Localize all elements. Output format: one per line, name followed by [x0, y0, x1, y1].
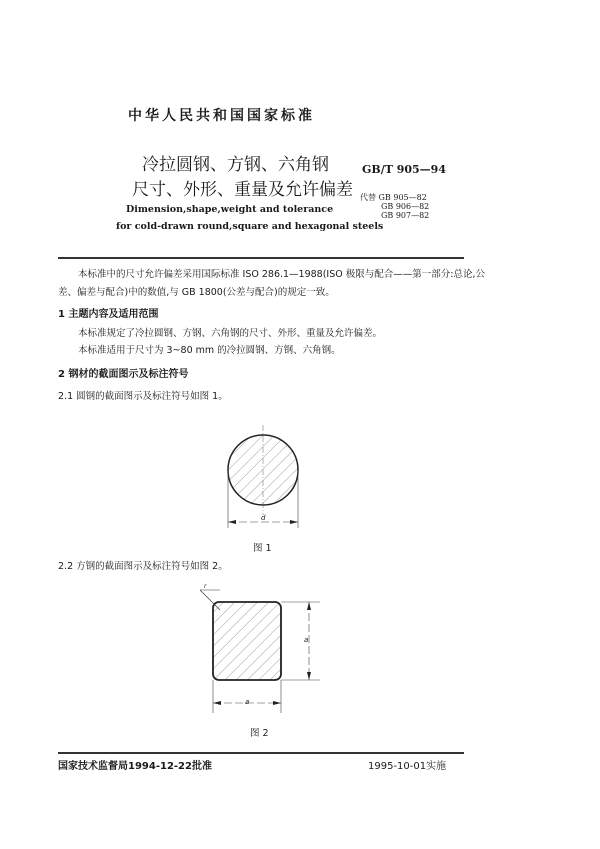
top-divider [58, 257, 464, 259]
figure2-label-r: r [204, 583, 207, 590]
section1-heading: 1 主题内容及适用范围 [58, 309, 159, 320]
replaces-item: 代替 GB 905—82 [360, 193, 427, 202]
title-en-line1: Dimension,shape,weight and tolerance [126, 204, 334, 215]
section1-para1: 本标准规定了冷拉圆钢、方钢、六角钢的尺寸、外形、重量及允许偏差。 [78, 328, 383, 339]
figure1-label-d: d [261, 514, 266, 522]
standard-code: GB/T 905—94 [362, 163, 446, 176]
title-en-line2: for cold-drawn round,square and hexagonal steels [116, 221, 384, 232]
section21-text: 2.1 圆钢的截面图示及标注符号如图 1。 [58, 391, 228, 402]
replaces-item: GB 907—82 [381, 211, 430, 220]
section2-heading: 2 钢材的截面图示及标注符号 [58, 369, 189, 380]
intro-line2: 差、偏差与配合)中的数值,与 GB 1800(公差与配合)的规定一致。 [58, 287, 335, 298]
title-cn-line1: 冷拉圆钢、方钢、六角钢 [142, 155, 329, 175]
replaces-list [360, 193, 429, 220]
approval-date: 国家技术监督局1994-12-22批准 [58, 761, 212, 772]
figure2-caption: 图 2 [250, 728, 269, 739]
title-cn-line2: 尺寸、外形、重量及允许偏差 [132, 180, 353, 200]
replaces-item: GB 906—82 [381, 202, 430, 211]
section22-text: 2.2 方钢的截面图示及标注符号如图 2。 [58, 561, 228, 572]
figure2-square-section [195, 585, 325, 720]
footer-divider [58, 752, 464, 754]
figure2-label-a-bottom: a [245, 698, 250, 706]
figure2-label-a-side: a [304, 636, 309, 644]
intro-line1: 本标准中的尺寸允许偏差采用国际标准 ISO 286.1—1988(ISO 极限与配合——第一部分:总论,公 [78, 269, 485, 280]
figure1-caption: 图 1 [253, 543, 272, 554]
effective-date: 1995-10-01实施 [368, 761, 447, 772]
national-standard-header: 中华人民共和国国家标准 [128, 108, 315, 124]
section1-para2: 本标准适用于尺寸为 3~80 mm 的冷拉圆钢、方钢、六角钢。 [78, 345, 341, 356]
